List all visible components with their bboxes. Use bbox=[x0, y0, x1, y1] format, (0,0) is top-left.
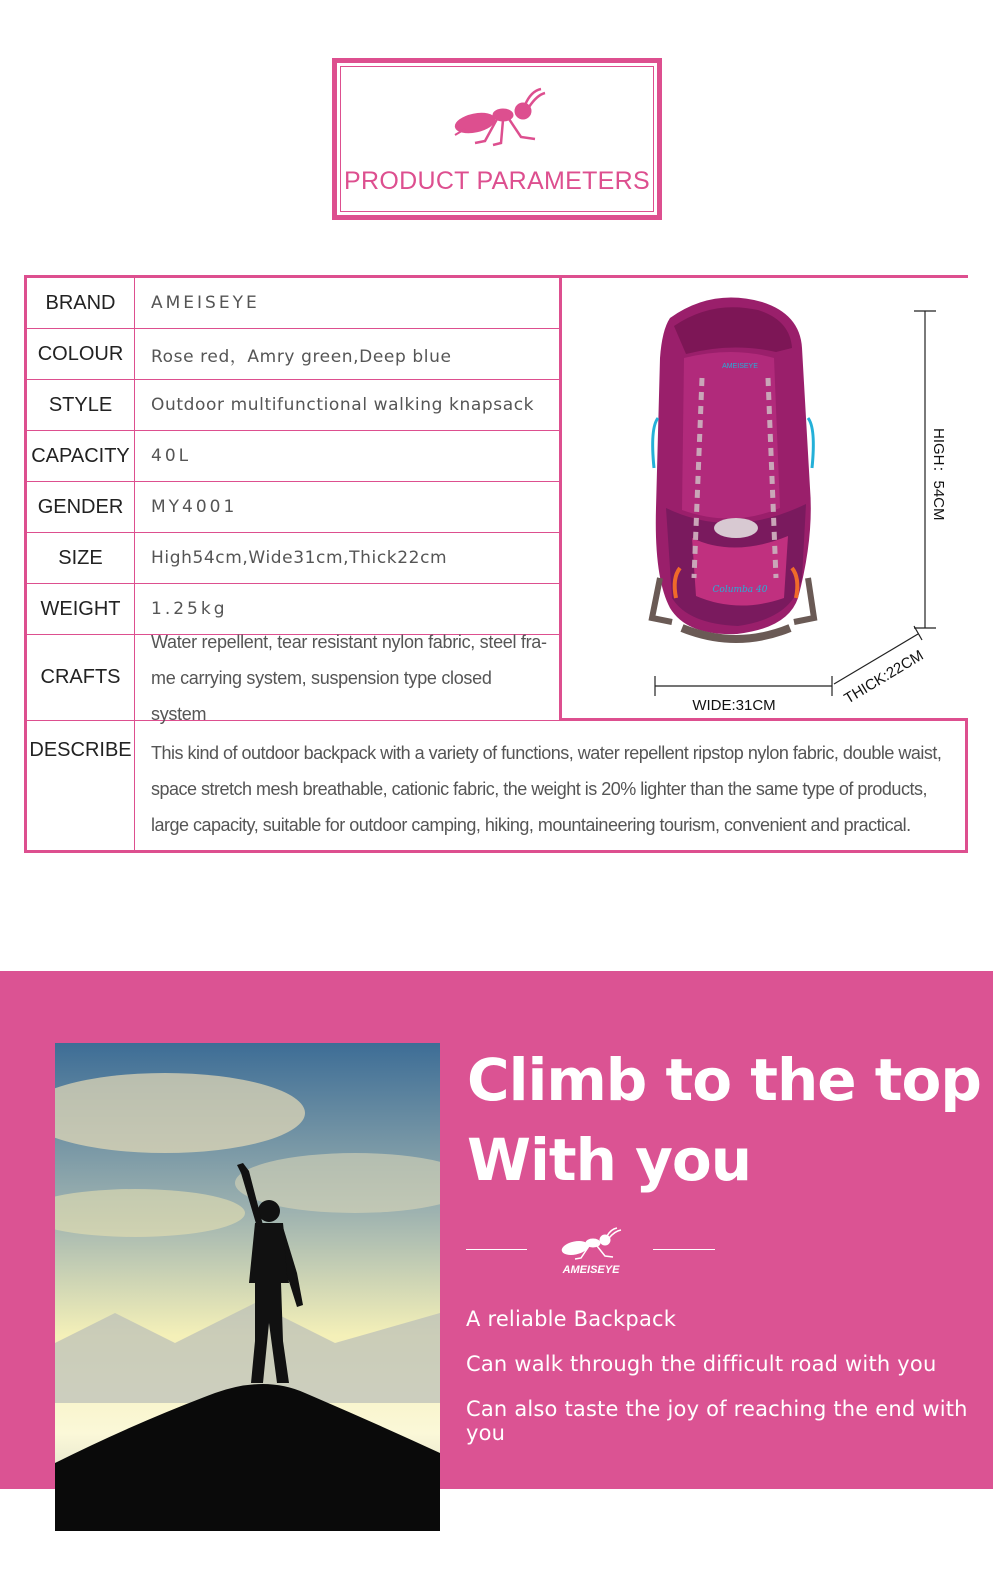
row-label: SIZE bbox=[27, 533, 135, 583]
row-label: GENDER bbox=[27, 482, 135, 532]
backpack-model-label: Columba 40 bbox=[712, 585, 768, 595]
tagline-line: Can also taste the joy of reaching the end with you bbox=[466, 1397, 968, 1445]
table-row bbox=[27, 329, 559, 380]
width-dimension-label: WIDE:31CM bbox=[692, 697, 776, 714]
row-value: 1.25kg bbox=[151, 599, 228, 619]
summit-photo bbox=[55, 1043, 440, 1531]
row-value: High54cm,Wide31cm,Thick22cm bbox=[151, 548, 448, 568]
table-row bbox=[27, 380, 559, 431]
table-row bbox=[27, 631, 559, 724]
table-row bbox=[27, 431, 559, 482]
product-parameters-header bbox=[332, 58, 662, 220]
divider-right bbox=[653, 1249, 715, 1250]
thick-dimension-label: THICK:22CM bbox=[841, 646, 927, 708]
page-title: PRODUCT PARAMETERS bbox=[344, 167, 650, 195]
ant-logo-icon bbox=[445, 85, 555, 149]
logo-text: AMEISEYE bbox=[562, 1264, 620, 1276]
tagline-line: Can walk through the difficult road with you bbox=[466, 1352, 937, 1376]
backpack-brand-label: AMEISEYE bbox=[722, 363, 758, 370]
tagline-line: A reliable Backpack bbox=[466, 1307, 677, 1331]
row-label: CRAFTS bbox=[27, 635, 135, 720]
backpack-illustration bbox=[652, 298, 814, 639]
row-value: Water repellent, tear resistant nylon fabric, steel fra-me carrying system, suspension type closed system bbox=[151, 631, 547, 724]
divider-left bbox=[466, 1249, 527, 1250]
row-value: Rose red，Amry green,Deep blue bbox=[151, 346, 452, 367]
row-value: 40L bbox=[151, 446, 192, 466]
ant-logo-icon bbox=[553, 1226, 629, 1276]
row-label: CAPACITY bbox=[27, 431, 135, 481]
backpack-image-cell bbox=[559, 278, 968, 721]
backpack-dimension-diagram bbox=[562, 278, 968, 718]
row-value: Outdoor multifunctional walking knapsack bbox=[151, 395, 535, 415]
height-dimension-label: HIGH：54CM bbox=[930, 428, 947, 521]
row-label: STYLE bbox=[27, 380, 135, 430]
row-value: MY4001 bbox=[151, 497, 238, 517]
headline-line-1: Climb to the top bbox=[467, 1046, 981, 1114]
parameters-table bbox=[24, 275, 968, 853]
describe-text: This kind of outdoor backpack with a variety of functions, water repellent ripstop nylon fabric, double waist, space stretch mesh breathable, cationic fabric, the weight is 20% lighter than the same type of products, large capacity, suitable for outdoor camping, hiking, mountaineering tourism, convenient and practical. bbox=[151, 743, 942, 835]
row-label: BRAND bbox=[27, 278, 135, 328]
table-row bbox=[27, 482, 559, 533]
row-value: AMEISEYE bbox=[151, 293, 260, 313]
row-label: WEIGHT bbox=[27, 584, 135, 634]
row-label: COLOUR bbox=[27, 329, 135, 379]
banner-headline bbox=[467, 1040, 981, 1200]
table-row bbox=[27, 278, 559, 329]
table-row bbox=[27, 533, 559, 584]
row-label: DESCRIBE bbox=[27, 721, 135, 853]
describe-row bbox=[27, 721, 968, 853]
headline-line-2: With you bbox=[467, 1126, 752, 1194]
